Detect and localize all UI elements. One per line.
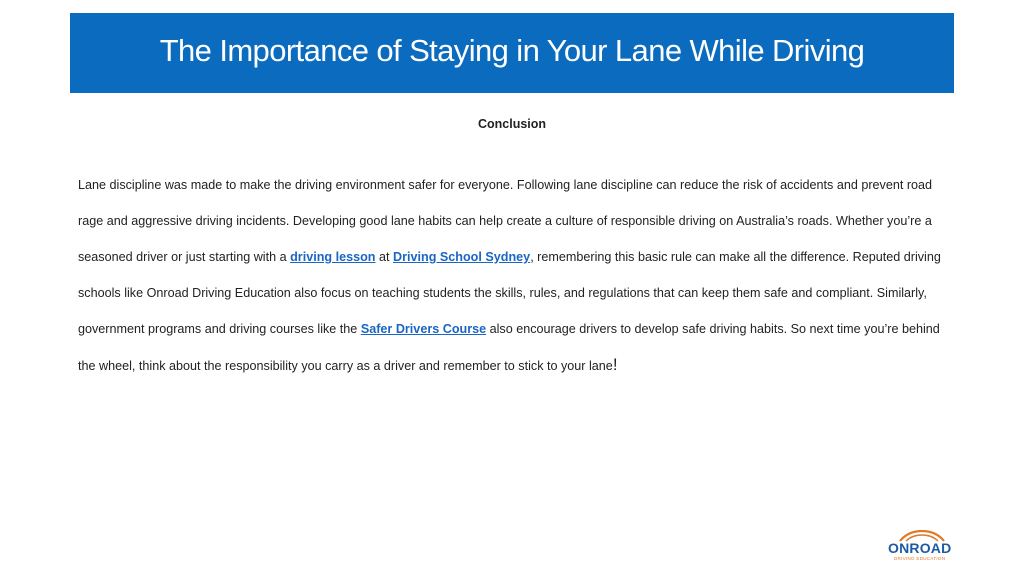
title-banner [70, 13, 954, 93]
paragraph-text-3: , remembering this basic rule can make all the difference. Reputed driving schools like Onroad Driving Education also focus on teaching students the skills, rules, and regulations that can keep them safe and compliant. Similarly, government programs and driving courses like the [78, 250, 941, 336]
onroad-logo [884, 530, 960, 566]
driving-school-sydney-link[interactable]: Driving School Sydney [393, 250, 531, 264]
exclamation-mark: ! [612, 355, 618, 374]
logo-wordmark: ONROAD [888, 540, 952, 556]
slide-title: The Importance of Staying in Your Lane While Driving [159, 33, 865, 68]
paragraph-text-1: Lane discipline was made to make the driving environment safer for everyone. Following lane discipline can reduce the risk of accidents and prevent road rage and aggressive driving incidents. Developing good lane habits can help create a culture of responsible driving on Australia’s roads. Whether you’re a seasoned driver or just starting with a [78, 178, 933, 264]
safer-drivers-course-link[interactable]: Safer Drivers Course [360, 322, 487, 336]
section-heading: Conclusion [477, 117, 547, 131]
paragraph-text-4: also encourage drivers to develop safe driving habits. So next time you’re behind the wheel, think about the responsibility you carry as a driver and remember to stick to your lane [78, 322, 940, 373]
driving-lesson-link[interactable]: driving lesson [290, 250, 376, 264]
conclusion-paragraph [78, 167, 958, 384]
paragraph-text-2: at [375, 250, 394, 264]
logo-tagline: DRIVING EDUCATION [894, 556, 946, 561]
